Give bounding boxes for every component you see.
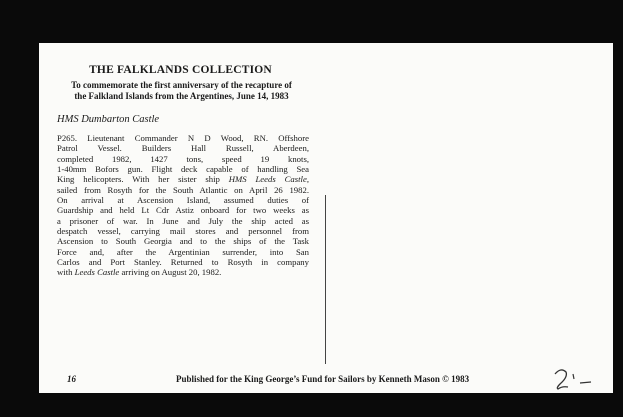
description-line: Carlos and Port Stanley. Returned to Rosyth in company — [57, 257, 309, 268]
subtitle-line: the Falkland Islands from the Argentines, June 14, 1983 — [74, 91, 289, 101]
description-line: sailed from Rosyth for the South Atlantic on April 26 1982. — [57, 184, 309, 195]
publisher-footer: Published for the King George’s Fund for Sailors by Kenneth Mason © 1983 — [176, 374, 470, 384]
postcard-back — [39, 43, 613, 393]
description-line: Ascension to South Georgia and to the ships of the Task — [57, 236, 309, 247]
description-line: P265. Lieutenant Commander N D Wood, RN. Offshore — [57, 133, 309, 143]
page-number: 16 — [67, 374, 76, 384]
subtitle — [53, 80, 310, 102]
description-line: Guardship and held Lt Cdr Astiz onboard for two weeks as — [57, 205, 309, 216]
handwritten-mark — [549, 365, 599, 393]
description-line: a prisoner of war. In June and July the ship acted as — [57, 215, 309, 226]
description-text — [57, 133, 309, 278]
description-line: with Leeds Castle arriving on August 20, 1982. — [57, 267, 222, 278]
subtitle-line: To commemorate the first anniversary of the recapture of — [71, 80, 292, 90]
description-line: Force and, after the Argentinian surrender, into San — [57, 246, 309, 257]
collection-title: THE FALKLANDS COLLECTION — [89, 64, 272, 76]
description-line: completed 1982, 1427 tons, speed 19 knots, — [57, 153, 309, 164]
divider-line — [325, 195, 326, 364]
description-line: Patrol Vessel. Builders Hall Russell, Aberdeen, — [57, 143, 309, 154]
description-line: 1-40mm Bofors gun. Flight deck capable of handling Sea — [57, 164, 309, 175]
description-line: King helicopters. With her sister ship HMS Leeds Castle, — [57, 174, 309, 185]
ship-name: HMS Dumbarton Castle — [57, 114, 160, 125]
description-line: On arrival at Ascension Island, assumed duties of — [57, 195, 309, 206]
description-line: despatch vessel, carrying mail stores and personnel from — [57, 226, 309, 237]
